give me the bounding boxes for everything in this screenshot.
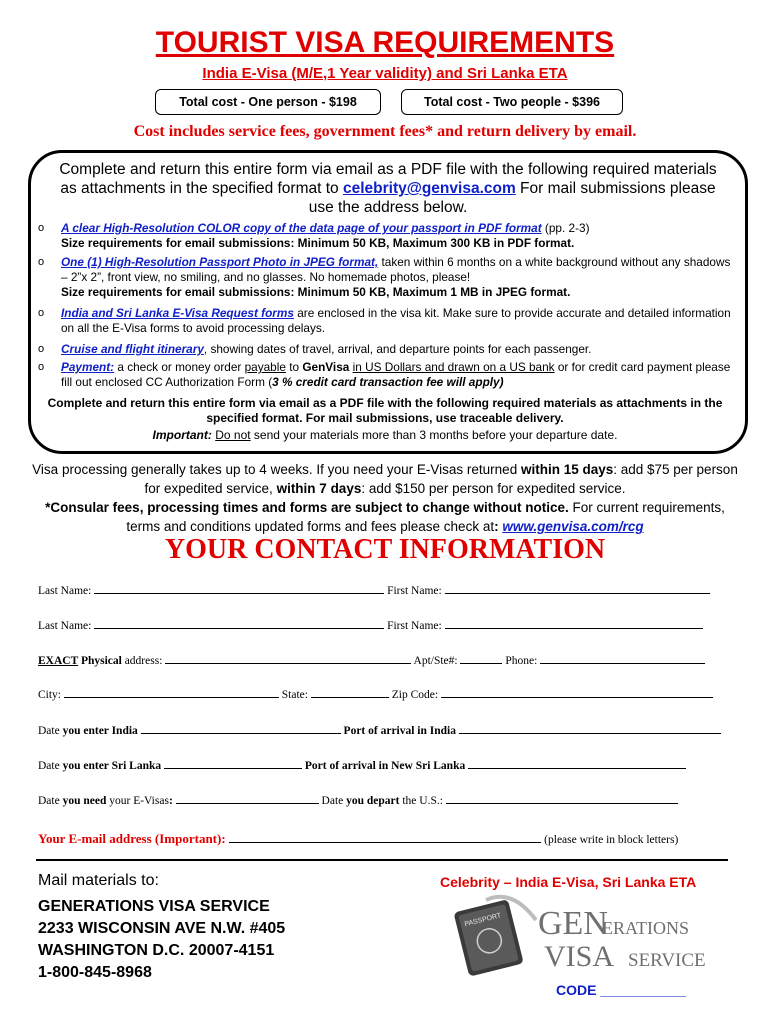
address-row: EXACT Physical address: Apt/Ste#: Phone: <box>38 652 705 667</box>
city-row: City: State: Zip Code: <box>38 686 713 701</box>
sri-lanka-port-field[interactable] <box>468 757 686 769</box>
mailing-address: GENERATIONS VISA SERVICE 2233 WISCONSIN AVE N.W. #405 WASHINGTON D.C. 20007-4151 1-800-845-8968 <box>38 898 286 981</box>
svg-text:SERVICE: SERVICE <box>628 950 706 971</box>
important-note: Important: Do not send your materials more than 3 months before your departure date. <box>152 428 618 442</box>
celebrity-label: Celebrity – India E-Visa, Sri Lanka ETA <box>440 874 697 890</box>
first-name-field-2[interactable] <box>445 617 703 629</box>
last-name-field-1[interactable] <box>94 582 384 594</box>
sri-lanka-entry-date-field[interactable] <box>164 757 302 769</box>
email-field[interactable] <box>229 831 541 843</box>
zip-field[interactable] <box>441 686 713 698</box>
bullet-icon: o <box>38 256 45 268</box>
code-field[interactable]: ___________ <box>600 982 686 998</box>
city-field[interactable] <box>64 686 279 698</box>
email-link[interactable]: celebrity@genvisa.com <box>342 180 516 197</box>
departure-date-field[interactable] <box>446 792 678 804</box>
sri-lanka-entry-row: Date you enter Sri Lanka Port of arrival in New Sri Lanka <box>38 757 686 772</box>
last-name-field-2[interactable] <box>94 617 384 629</box>
contact-section-title: YOUR CONTACT INFORMATION <box>164 534 606 565</box>
india-entry-date-field[interactable] <box>141 722 341 734</box>
bullet-icon: o <box>38 307 45 319</box>
bullet-icon: o <box>38 361 45 373</box>
evisa-needed-date-field[interactable] <box>176 792 319 804</box>
name-row-1: Last Name: First Name: <box>38 582 710 597</box>
requirement-passport-copy: o A clear High-Resolution COLOR copy of the data page of your passport in PDF format (pp. 2-3) Size requirements for email submissions: Minimum 50 KB, Maximum 300 KB in PDF format. <box>38 221 590 250</box>
generations-visa-service-logo <box>452 890 722 976</box>
email-row: Your E-mail address (Important): (please write in block letters) <box>38 831 679 846</box>
page-subtitle: India E-Visa (M/E,1 Year validity) and Sri Lanka ETA <box>202 65 568 82</box>
svg-text:ERATIONS: ERATIONS <box>602 918 690 938</box>
requirement-itinerary: o Cruise and flight itinerary, showing dates of travel, arrival, and departure points for each passenger. <box>38 342 592 356</box>
state-field[interactable] <box>311 686 389 698</box>
india-entry-row: Date you enter India Port of arrival in India <box>38 722 721 737</box>
phone-field[interactable] <box>540 652 705 664</box>
evisa-date-row: Date you need your E-Visas: Date you depart the U.S.: <box>38 792 678 807</box>
code-row: CODE ___________ <box>556 982 686 998</box>
name-row-2: Last Name: First Name: <box>38 617 703 632</box>
requirement-payment: o Payment: a check or money order payable to GenVisa in US Dollars and drawn on a US bank or for credit card payment please fill out enclosed CC Authorization Form (3 % credit card transaction fee will apply) <box>38 360 731 389</box>
cost-two-people-box: Total cost - Two people - $396 <box>401 89 623 115</box>
panel-intro: Complete and return this entire form via email as a PDF file with the following required materials as attachments in the specified format to celebrity@genvisa.com For mail submissions please use the address below. <box>59 161 717 216</box>
requirement-evisa-forms: o India and Sri Lanka E-Visa Request forms are enclosed in the visa kit. Make sure to provide accurate and detailed information on all the E-Visa forms to avoid processing delays. <box>38 306 731 335</box>
svg-text:GEN: GEN <box>538 905 608 942</box>
passport-photo-link[interactable]: One (1) High-Resolution Passport Photo in JPEG format, <box>61 255 379 269</box>
passport-copy-link[interactable]: A clear High-Resolution COLOR copy of the data page of your passport in PDF format <box>61 221 542 235</box>
mail-label: Mail materials to: <box>38 872 159 889</box>
india-port-field[interactable] <box>459 722 721 734</box>
bullet-icon: o <box>38 343 45 355</box>
panel-closing: Complete and return this entire form via email as a PDF file with the following required materials as attachments in the specified format. For mail submissions, use traceable delivery. <box>47 396 723 425</box>
first-name-field-1[interactable] <box>445 582 710 594</box>
cost-note: Cost includes service fees, government fees* and return delivery by email. <box>133 123 637 140</box>
processing-info: Visa processing generally takes up to 4 weeks. If you need your E-Visas returned within 15 days: add $75 per person for expedited service, within 7 days: add $150 per person for expedited service. *Consular fees, processing times and forms are subject to change without notice. For current requirements, terms and conditions updated forms and fees please check at: www.genvisa.com/rcg <box>32 462 738 534</box>
requirement-passport-photo: o One (1) High-Resolution Passport Photo in JPEG format, taken within 6 months on a white background without any shadows – 2”x 2”, front view, no smiling, and no glasses. No homemade photos, please! Size requirements for email submissions: Minimum 50 KB, Maximum 1 MB in JPEG format. <box>38 255 731 299</box>
bullet-icon: o <box>38 222 45 234</box>
itinerary-link[interactable]: Cruise and flight itinerary <box>61 342 204 356</box>
address-field[interactable] <box>165 652 411 664</box>
page-title: TOURIST VISA REQUIREMENTS <box>155 26 615 59</box>
payment-link[interactable]: Payment: <box>61 360 115 374</box>
genvisa-rcg-link[interactable]: www.genvisa.com/rcg <box>502 519 644 534</box>
svg-text:VISA: VISA <box>544 940 615 973</box>
svg-text:PASSPORT: PASSPORT <box>463 912 502 929</box>
evisa-forms-link[interactable]: India and Sri Lanka E-Visa Request forms <box>61 306 294 320</box>
divider <box>36 859 728 861</box>
apt-field[interactable] <box>460 652 502 664</box>
cost-one-person-box: Total cost - One person - $198 <box>155 89 381 115</box>
